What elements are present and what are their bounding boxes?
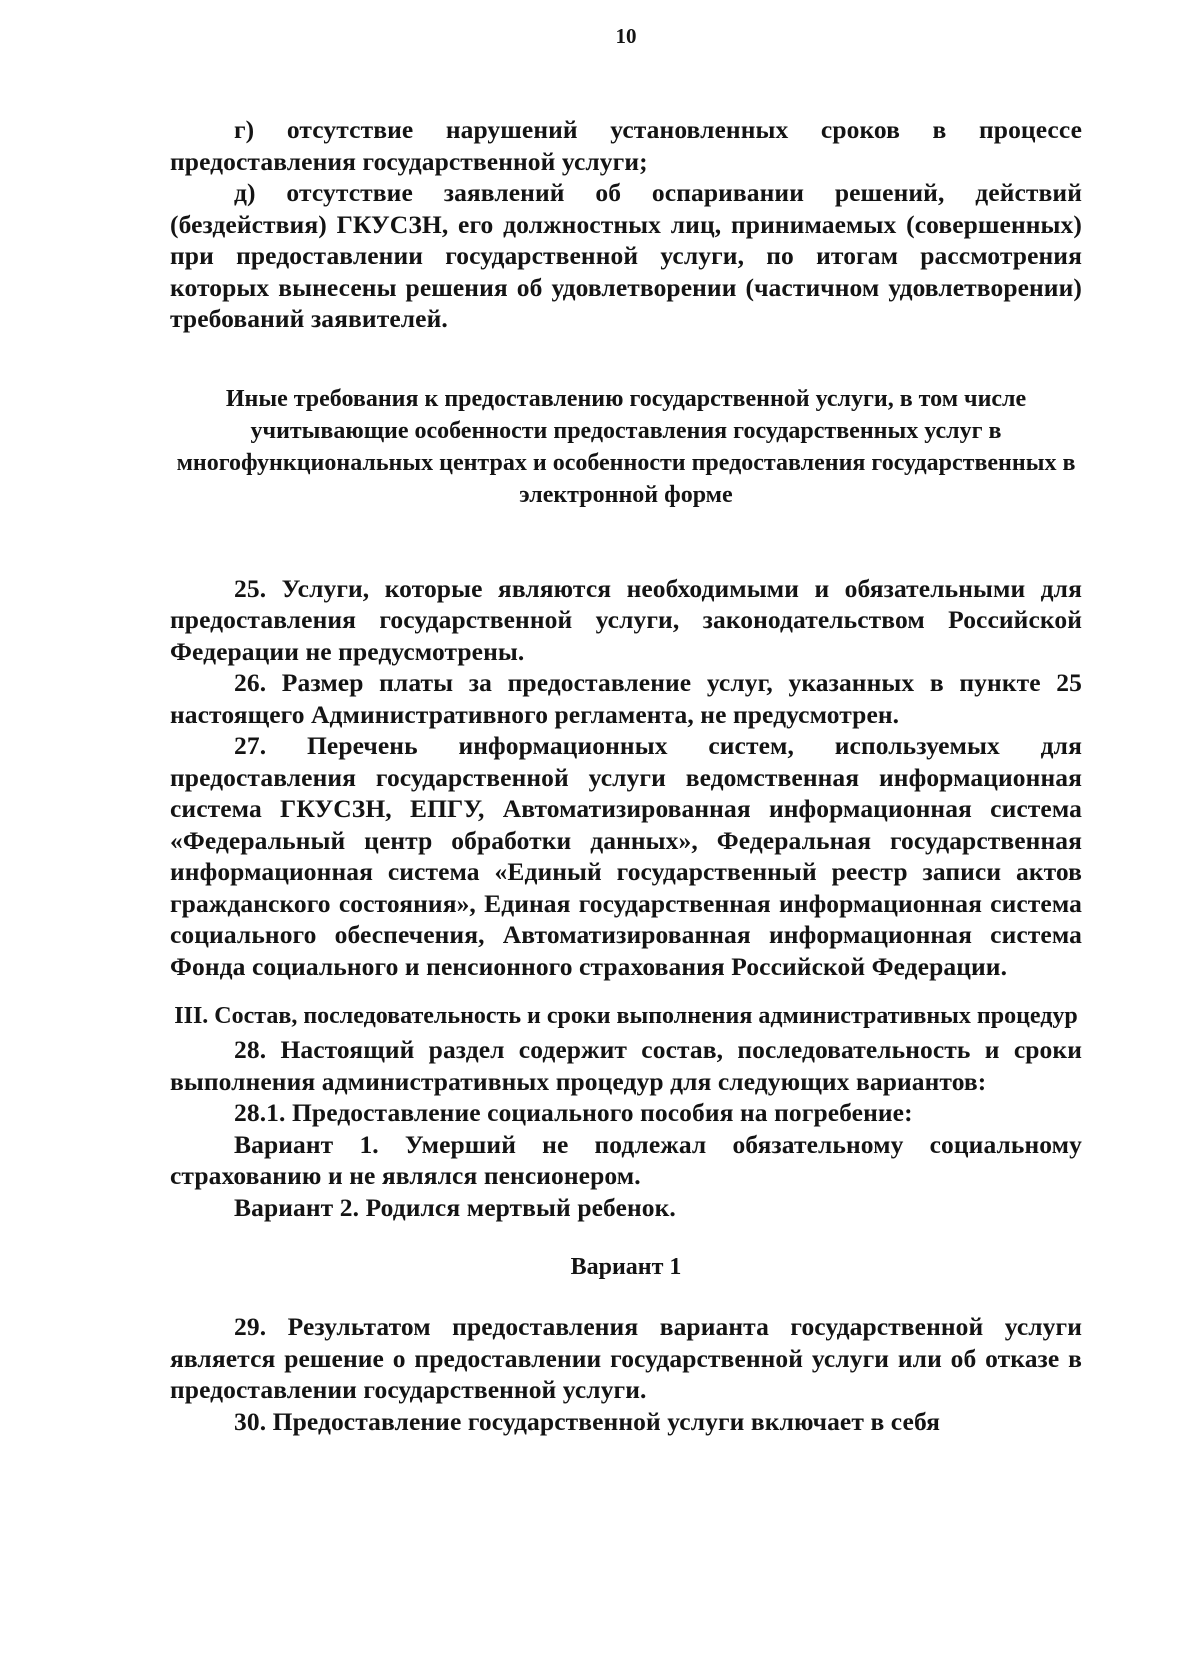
- paragraph-30: 30. Предоставление государственной услуги включает в себя: [234, 1406, 941, 1436]
- heading-other-requirements-block: [170, 383, 1082, 511]
- page-number: 10: [615, 24, 637, 48]
- paragraph-26: 26. Размер платы за предоставление услуг, указанных в пункте 25 настоящего Административного регламента, не предусмотрен.: [170, 668, 1082, 729]
- variant-1-heading-block: [170, 1251, 1082, 1283]
- paragraph-27: 27. Перечень информационных систем, используемых для предоставления государственной услуги ведомственная информационная система ГКУСЗН, ЕПГУ, Автоматизированная информационная система «Федеральный центр обработки данных», Федеральная государственная информационная система «Единый государственный реестр записи актов гражданского состояния», Единая государственная информационная система социального обеспечения, Автоматизированная информационная система Фонда социального и пенсионного страхования Российской Федерации.: [170, 731, 1082, 981]
- section-3-heading: III. Состав, последовательность и сроки выполнения административных процедур: [174, 1003, 1078, 1029]
- paragraph-28: 28. Настоящий раздел содержит состав, последовательность и сроки выполнения административных процедур для следующих вариантов:: [170, 1035, 1082, 1096]
- paragraph-28-1: 28.1. Предоставление социального пособия на погребение:: [234, 1098, 913, 1127]
- section-3-heading-block: [170, 1000, 1082, 1032]
- paragraph-g: г) отсутствие нарушений установленных сроков в процессе предоставления государственной услуги;: [170, 115, 1082, 176]
- paragraph-25: 25. Услуги, которые являются необходимыми и обязательными для предоставления государственной услуги, законодательством Российской Федерации не предусмотрены.: [170, 573, 1082, 666]
- paragraph-variant-1-desc: Вариант 1. Умерший не подлежал обязательному социальному страхованию и не являлся пенсионером.: [170, 1129, 1082, 1190]
- heading-other-requirements: Иные требования к предоставлению государственной услуги, в том числе учитывающие особенности предоставления государственных услуг в многофункциональных центрах и особенности предоставления государственных в электронной форме: [176, 385, 1076, 508]
- paragraph-d: д) отсутствие заявлений об оспаривании решений, действий (бездействия) ГКУСЗН, его должностных лиц, принимаемых (совершенных) при предоставлении государственной услуги, по итогам рассмотрения которых вынесены решения об удовлетворении (частичном удовлетворении) требований заявителей.: [170, 178, 1082, 333]
- variant-1-heading: Вариант 1: [570, 1254, 682, 1280]
- paragraph-variant-2-desc: Вариант 2. Родился мертвый ребенок.: [234, 1192, 676, 1222]
- paragraph-29: 29. Результатом предоставления варианта государственной услуги является решение о предоставлении государственной услуги или об отказе в предоставлении государственной услуги.: [170, 1312, 1082, 1404]
